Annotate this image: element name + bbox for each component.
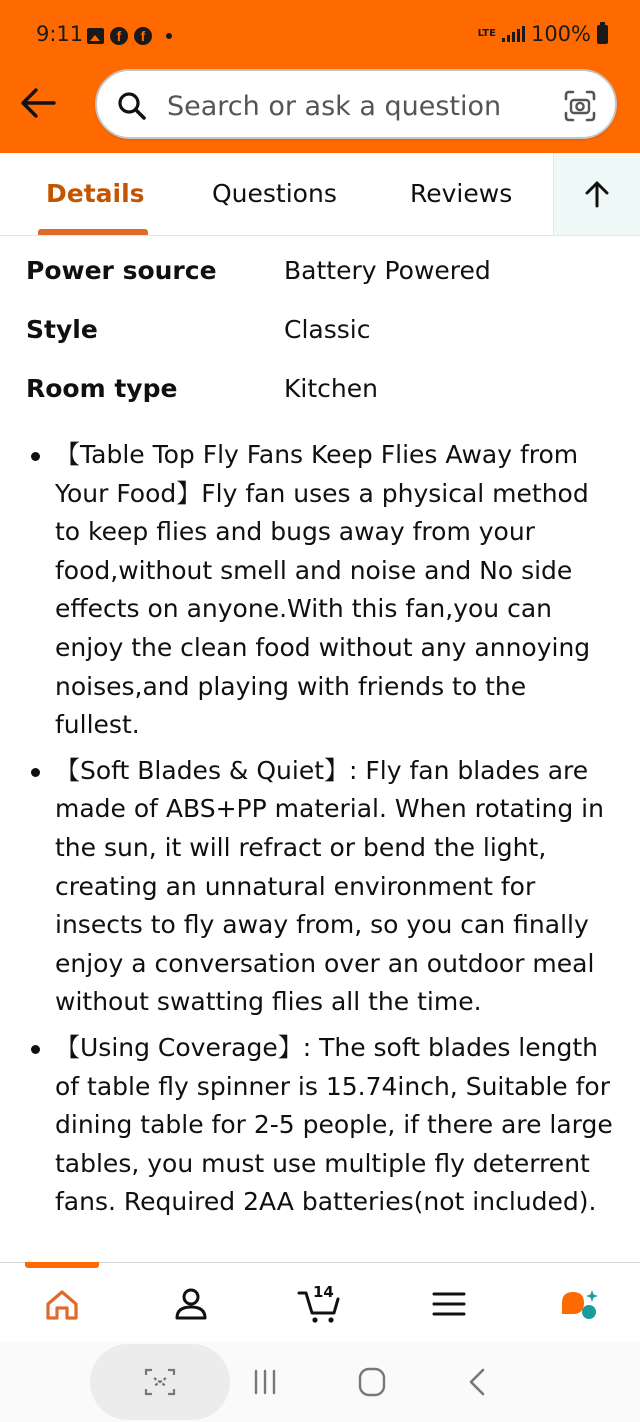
- battery-icon: [597, 25, 608, 44]
- scroll-to-top-button[interactable]: [553, 153, 640, 235]
- more-notifications-icon: [166, 33, 172, 39]
- facebook-icon: f: [110, 27, 128, 45]
- tab-reviews[interactable]: Reviews: [410, 179, 513, 208]
- active-nav-indicator: [25, 1262, 99, 1268]
- android-navigation-bar: [0, 1342, 640, 1422]
- active-tab-indicator: [38, 229, 148, 235]
- feature-bullets: [0, 436, 640, 1222]
- system-status: [478, 22, 608, 46]
- arrow-up-icon: [583, 180, 611, 208]
- spec-row-style: [26, 315, 626, 355]
- home-button-icon[interactable]: [352, 1364, 392, 1400]
- spec-value: Classic: [284, 315, 371, 344]
- camera-scan-icon[interactable]: [563, 89, 597, 123]
- battery-percentage: 100%: [530, 22, 591, 46]
- search-input[interactable]: [165, 85, 549, 127]
- rufus-icon[interactable]: [554, 1279, 604, 1329]
- spec-row-room-type: [26, 374, 626, 414]
- search-bar[interactable]: [95, 69, 617, 139]
- bottom-navigation: [0, 1262, 640, 1343]
- list-item: 【Table Top Fly Fans Keep Flies Away from Your Food】Fly fan uses a physical method to keep flies and bugs away from your food,without smell and noise and No side effects on anyone.With this fan,you can enjoy the clean food without any annoying noises,and playing with friends to the fullest.: [0, 436, 640, 745]
- cart-button[interactable]: [296, 1279, 346, 1329]
- lte-icon: LTE: [477, 28, 496, 39]
- spec-value: Kitchen: [284, 374, 378, 403]
- search-icon: [117, 91, 147, 121]
- spec-label: Style: [26, 315, 98, 344]
- status-time: 9:11: [36, 22, 84, 46]
- notification-icons: [87, 26, 172, 46]
- spec-row-power-source: [26, 256, 626, 296]
- signal-icon: [502, 26, 525, 42]
- spec-label: Room type: [26, 374, 178, 403]
- scan-icon[interactable]: [140, 1364, 180, 1400]
- spec-value: Battery Powered: [284, 256, 491, 285]
- back-arrow-icon[interactable]: [18, 83, 58, 123]
- facebook-icon: f: [134, 27, 152, 45]
- cart-count-badge: 14: [313, 1283, 334, 1301]
- recent-apps-icon[interactable]: [245, 1364, 285, 1400]
- gallery-icon: [87, 28, 104, 44]
- tab-details[interactable]: Details: [46, 179, 145, 208]
- list-item: 【Soft Blades & Quiet】: Fly fan blades are made of ABS+PP material. When rotating in the sun, it will refract or bend the light, creating an unnatural environment for insects to fly away from, so you can finally enjoy a conversation over an outdoor meal without swatting flies all the time.: [0, 752, 640, 1022]
- tab-questions[interactable]: Questions: [212, 179, 337, 208]
- menu-icon[interactable]: [424, 1279, 474, 1329]
- detail-tabs: [0, 153, 640, 236]
- spec-label: Power source: [26, 256, 217, 285]
- app-header: [0, 0, 640, 153]
- back-button-icon[interactable]: [458, 1364, 498, 1400]
- list-item: 【Using Coverage】: The soft blades length of table fly spinner is 15.74inch, Suitable for dining table for 2-5 people, if there are large tables, you must use multiple fly deterrent fans. Required 2AA batteries(not included).: [0, 1029, 640, 1222]
- home-icon[interactable]: [37, 1279, 87, 1329]
- account-icon[interactable]: [166, 1279, 216, 1329]
